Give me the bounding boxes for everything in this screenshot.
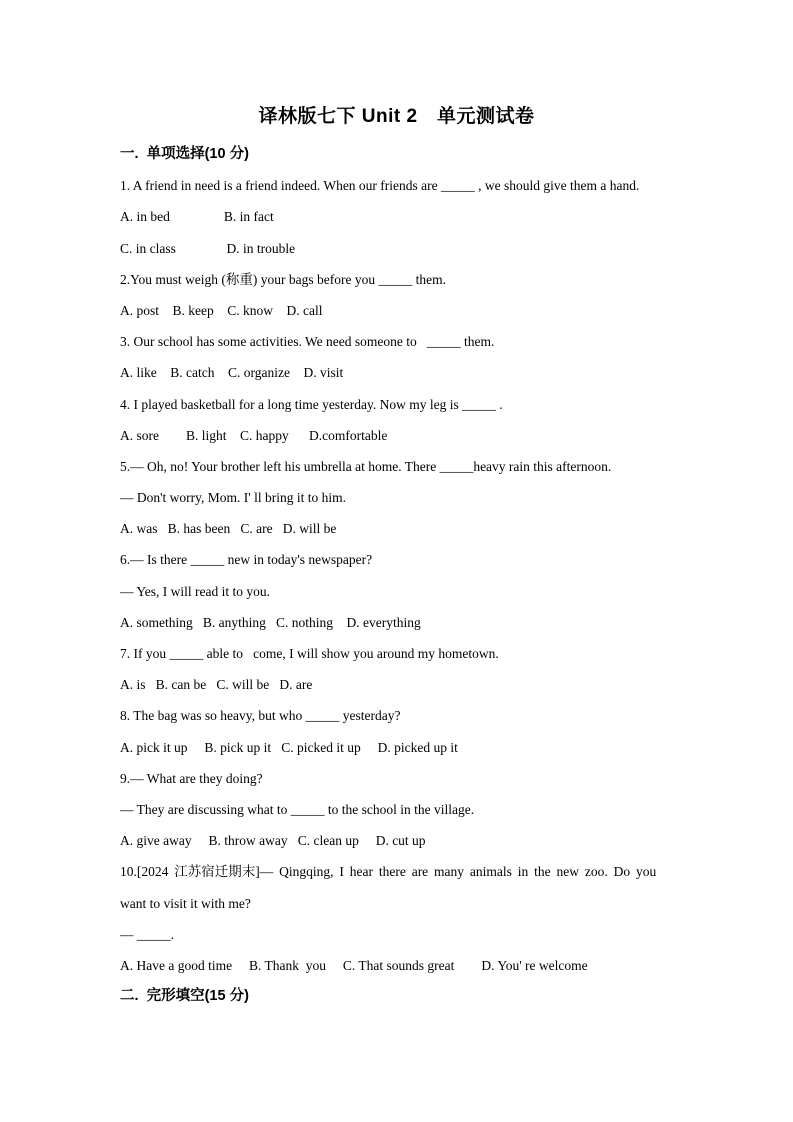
- question-2-text: 2.You must weigh (称重) your bags before you _____ them.: [120, 271, 446, 287]
- page-title: 译林版七下 Unit 2 单元测试卷: [258, 106, 535, 127]
- question-6-text-line-2: — Yes, I will read it to you.: [120, 583, 270, 599]
- question-1-options-row-1: A. in bed B. in fact: [120, 209, 274, 225]
- question-5-text-line-1: 5.— Oh, no! Your brother left his umbrella at home. There _____heavy rain this afternoon.: [120, 458, 612, 474]
- question-2-options: A. post B. keep C. know D. call: [120, 302, 323, 318]
- section-1-heading: 一. 单项选择(10 分): [120, 146, 249, 162]
- question-4-options: A. sore B. light C. happy D.comfortable: [120, 427, 388, 443]
- question-1-options-row-2: C. in class D. in trouble: [120, 240, 296, 256]
- question-9-text-line-2: — They are discussing what to _____ to the school in the village.: [120, 801, 475, 817]
- question-8-text: 8. The bag was so heavy, but who _____ yesterday?: [120, 708, 401, 724]
- question-10-options: A. Have a good time B. Thank you C. That sounds great D. You' re welcome: [120, 957, 588, 973]
- question-7-text: 7. If you _____ able to come, I will show you around my hometown.: [120, 646, 499, 661]
- question-5-options: A. was B. has been C. are D. will be: [120, 521, 337, 537]
- question-10-text-line-1: 10.[2024 江苏宿迁期末]— Qingqing, I hear there are many animals in the new zoo. Do you: [120, 864, 657, 880]
- question-5-text-line-2: — Don't worry, Mom. I' ll bring it to him.: [120, 490, 346, 506]
- question-10-answer-blank-line: — _____.: [120, 926, 174, 942]
- question-8-options: A. pick it up B. pick up it C. picked it up D. picked up it: [120, 739, 458, 755]
- question-7-options: A. is B. can be C. will be D. are: [120, 677, 313, 693]
- question-4-text: 4. I played basketball for a long time yesterday. Now my leg is _____ .: [120, 396, 503, 412]
- section-2-heading: 二. 完形填空(15 分): [120, 988, 249, 1005]
- question-9-options: A. give away B. throw away C. clean up D. cut up: [120, 833, 426, 849]
- question-3-text: 3. Our school has some activities. We need someone to _____ them.: [120, 334, 495, 350]
- question-9-text-line-1: 9.— What are they doing?: [120, 770, 263, 786]
- question-1-text: 1. A friend in need is a friend indeed. When our friends are _____ , we should give them a hand.: [120, 178, 640, 194]
- document-body: [120, 139, 680, 1012]
- question-10-text-line-2: want to visit it with me?: [120, 895, 251, 911]
- question-6-text-line-1: 6.— Is there _____ new in today's newspaper?: [120, 552, 373, 568]
- question-3-options: A. like B. catch C. organize D. visit: [120, 365, 344, 381]
- question-6-options: A. something B. anything C. nothing D. everything: [120, 614, 421, 630]
